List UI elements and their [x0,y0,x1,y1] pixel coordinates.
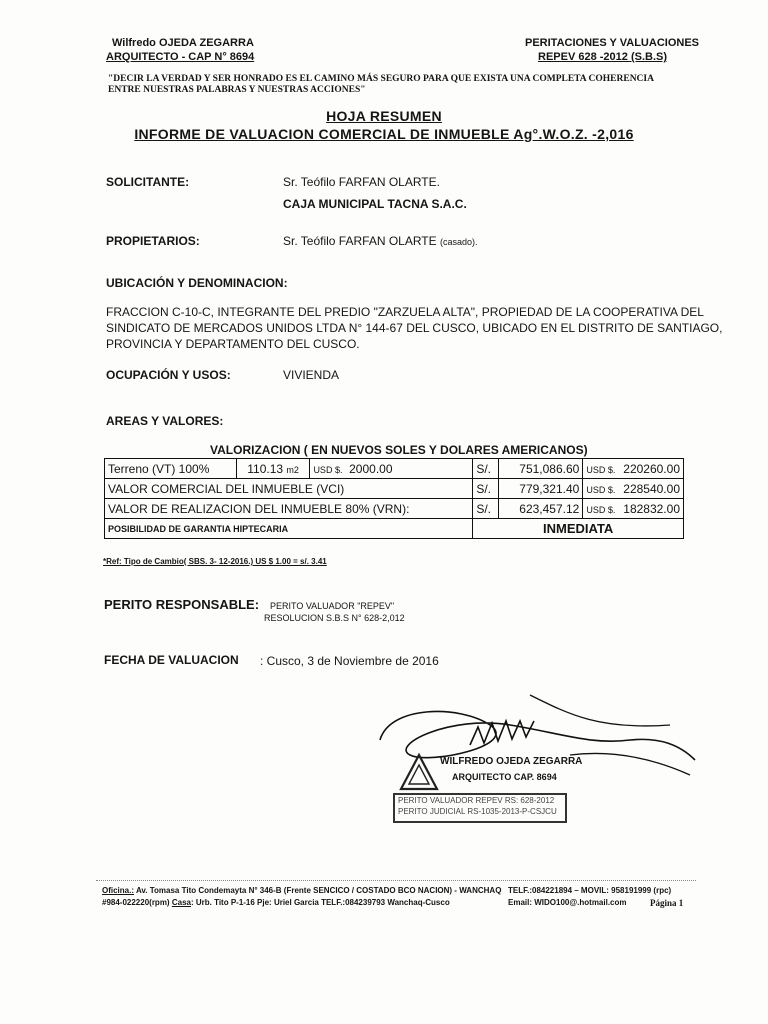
stamp-line-1: PERITO VALUADOR REPEV RS: 628-2012 [398,796,555,805]
footer-divider [96,880,696,881]
vci-soles-value: 779,321.40 [499,479,583,499]
vrn-label: VALOR DE REALIZACION DEL INMUEBLE 80% (VRN): [105,499,473,519]
architect-name: Wilfredo OJEDA ZEGARRA [112,37,254,49]
propietarios-name: Sr. Teófilo FARFAN OLARTE [283,234,437,248]
perito-label: PERITO RESPONSABLE: [104,597,260,612]
table-row-terreno [105,459,684,479]
terreno-area-unit: m2 [286,464,299,475]
motto-line-2: ENTRE NUESTRAS PALABRAS Y NUESTRAS ACCIONES" [108,85,366,95]
table-row-vrn [105,499,684,519]
vci-usd-value: 228540.00 [623,481,680,496]
terreno-area [236,459,310,479]
terreno-soles-symbol: S/. [473,459,499,479]
footer-casa-label: Casa [171,898,191,907]
document-title: HOJA RESUMEN [326,108,442,124]
terreno-unit-price [310,459,473,479]
repev-registration: REPEV 628 -2012 (S.B.S) [538,51,668,63]
footer-casa-address: : Urb. Tito P-1-16 Pje: Uriel Garcia TELF.:084239793 Wanchaq-Cusco [190,898,450,907]
ubicacion-line-1: FRACCION C-10-C, INTEGRANTE DEL PREDIO "ZARZUELA ALTA", PROPIEDAD DE LA COOPERATIVA DEL [106,305,704,319]
terreno-area-value: 110.13 [247,461,284,476]
footer-oficina [102,886,501,895]
stamp-title: ARQUITECTO CAP. 8694 [452,772,557,782]
areas-label: AREAS Y VALORES: [106,414,224,428]
triangle-seal-icon [398,752,440,792]
garantia-label: POSIBILIDAD DE GARANTIA HIPTECARIA [105,519,473,539]
vrn-usd [583,499,684,519]
footer-rpm: #984-022220(rpm) [102,898,170,907]
vrn-soles-symbol: S/. [473,499,499,519]
perito-line-1: PERITO VALUADOR "REPEV" [270,601,395,611]
fecha-label: FECHA DE VALUACION [104,653,239,667]
perito-line-2: RESOLUCION S.B.S N° 628-2,012 [264,613,405,623]
exchange-rate-text: Ref: Tipo de Cambio( SBS. 3- 12-2016.) US $ 1.00 = s/. 3.41 [106,557,327,566]
terreno-usd [583,459,684,479]
ubicacion-label: UBICACIÓN Y DENOMINACION: [106,276,288,290]
fecha-value: : Cusco, 3 de Noviembre de 2016 [260,654,439,668]
services-title: PERITACIONES Y VALUACIONES [525,37,699,49]
table-row-vci [105,479,684,499]
vci-usd-label: USD $. [586,484,616,495]
propietarios-value [283,234,478,248]
vrn-usd-label: USD $. [586,504,616,515]
terreno-label: Terreno (VT) 100% [105,459,237,479]
propietarios-label: PROPIETARIOS: [106,234,200,248]
footer-oficina-label: Oficina.: [102,886,135,895]
table-row-garantia [105,519,684,539]
vrn-soles-value: 623,457.12 [499,499,583,519]
architect-registration: ARQUITECTO - CAP N° 8694 [106,51,255,63]
ubicacion-line-2: SINDICATO DE MERCADOS UNIDOS LTDA N° 144-67 DEL CUSCO, UBICADO EN EL DISTRITO DE SANTIAGO, [106,321,723,335]
document-subtitle: INFORME DE VALUACION COMERCIAL DE INMUEBLE Ag°.W.O.Z. -2,016 [134,126,634,142]
valuation-table-title: VALORIZACION ( EN NUEVOS SOLES Y DOLARES AMERICANOS) [210,443,588,457]
stamp-line-2: PERITO JUDICIAL RS-1035-2013-P-CSJCU [398,807,557,816]
vrn-usd-value: 182832.00 [623,501,680,516]
solicitante-name: Sr. Teófilo FARFAN OLARTE. [283,175,440,189]
ocupacion-label: OCUPACIÓN Y USOS: [106,368,231,382]
terreno-unit-price-label: USD $. [313,464,343,475]
footer-email: Email: WIDO100@.hotmail.com [508,898,627,907]
page-number: Página 1 [650,898,684,908]
footer-casa [102,898,450,907]
terreno-usd-value: 220260.00 [623,461,680,476]
stamp-name: WILFREDO OJEDA ZEGARRA [440,756,583,767]
terreno-soles-value: 751,086.60 [499,459,583,479]
terreno-usd-label: USD $. [586,464,616,475]
footer-phones: TELF.:084221894 – MOVIL: 958191999 (rpc) [508,886,672,895]
solicitante-label: SOLICITANTE: [106,175,190,189]
exchange-rate-footnote: *Ref: Tipo de Cambio( SBS. 3- 12-2016.) US $ 1.00 = s/. 3.41 [103,557,327,566]
footer-oficina-address: Av. Tomasa Tito Condemayta N° 346-B (Frente SENCICO / COSTADO BCO NACION) - WANCHAQ [135,886,502,895]
vci-soles-symbol: S/. [473,479,499,499]
motto-line-1: "DECIR LA VERDAD Y SER HONRADO ES EL CAMINO MÁS SEGURO PARA QUE EXISTA UNA COMPLETA COHERENCIA [108,74,654,84]
vci-label: VALOR COMERCIAL DEL INMUEBLE (VCI) [105,479,473,499]
solicitante-entity: CAJA MUNICIPAL TACNA S.A.C. [283,197,467,211]
ubicacion-line-3: PROVINCIA Y DEPARTAMENTO DEL CUSCO. [106,337,360,351]
vci-usd [583,479,684,499]
garantia-value: INMEDIATA [473,519,684,539]
ocupacion-value: VIVIENDA [283,368,340,382]
terreno-unit-price-value: 2000.00 [349,461,393,476]
propietarios-note: (casado). [439,237,478,247]
valuation-table [104,458,684,539]
